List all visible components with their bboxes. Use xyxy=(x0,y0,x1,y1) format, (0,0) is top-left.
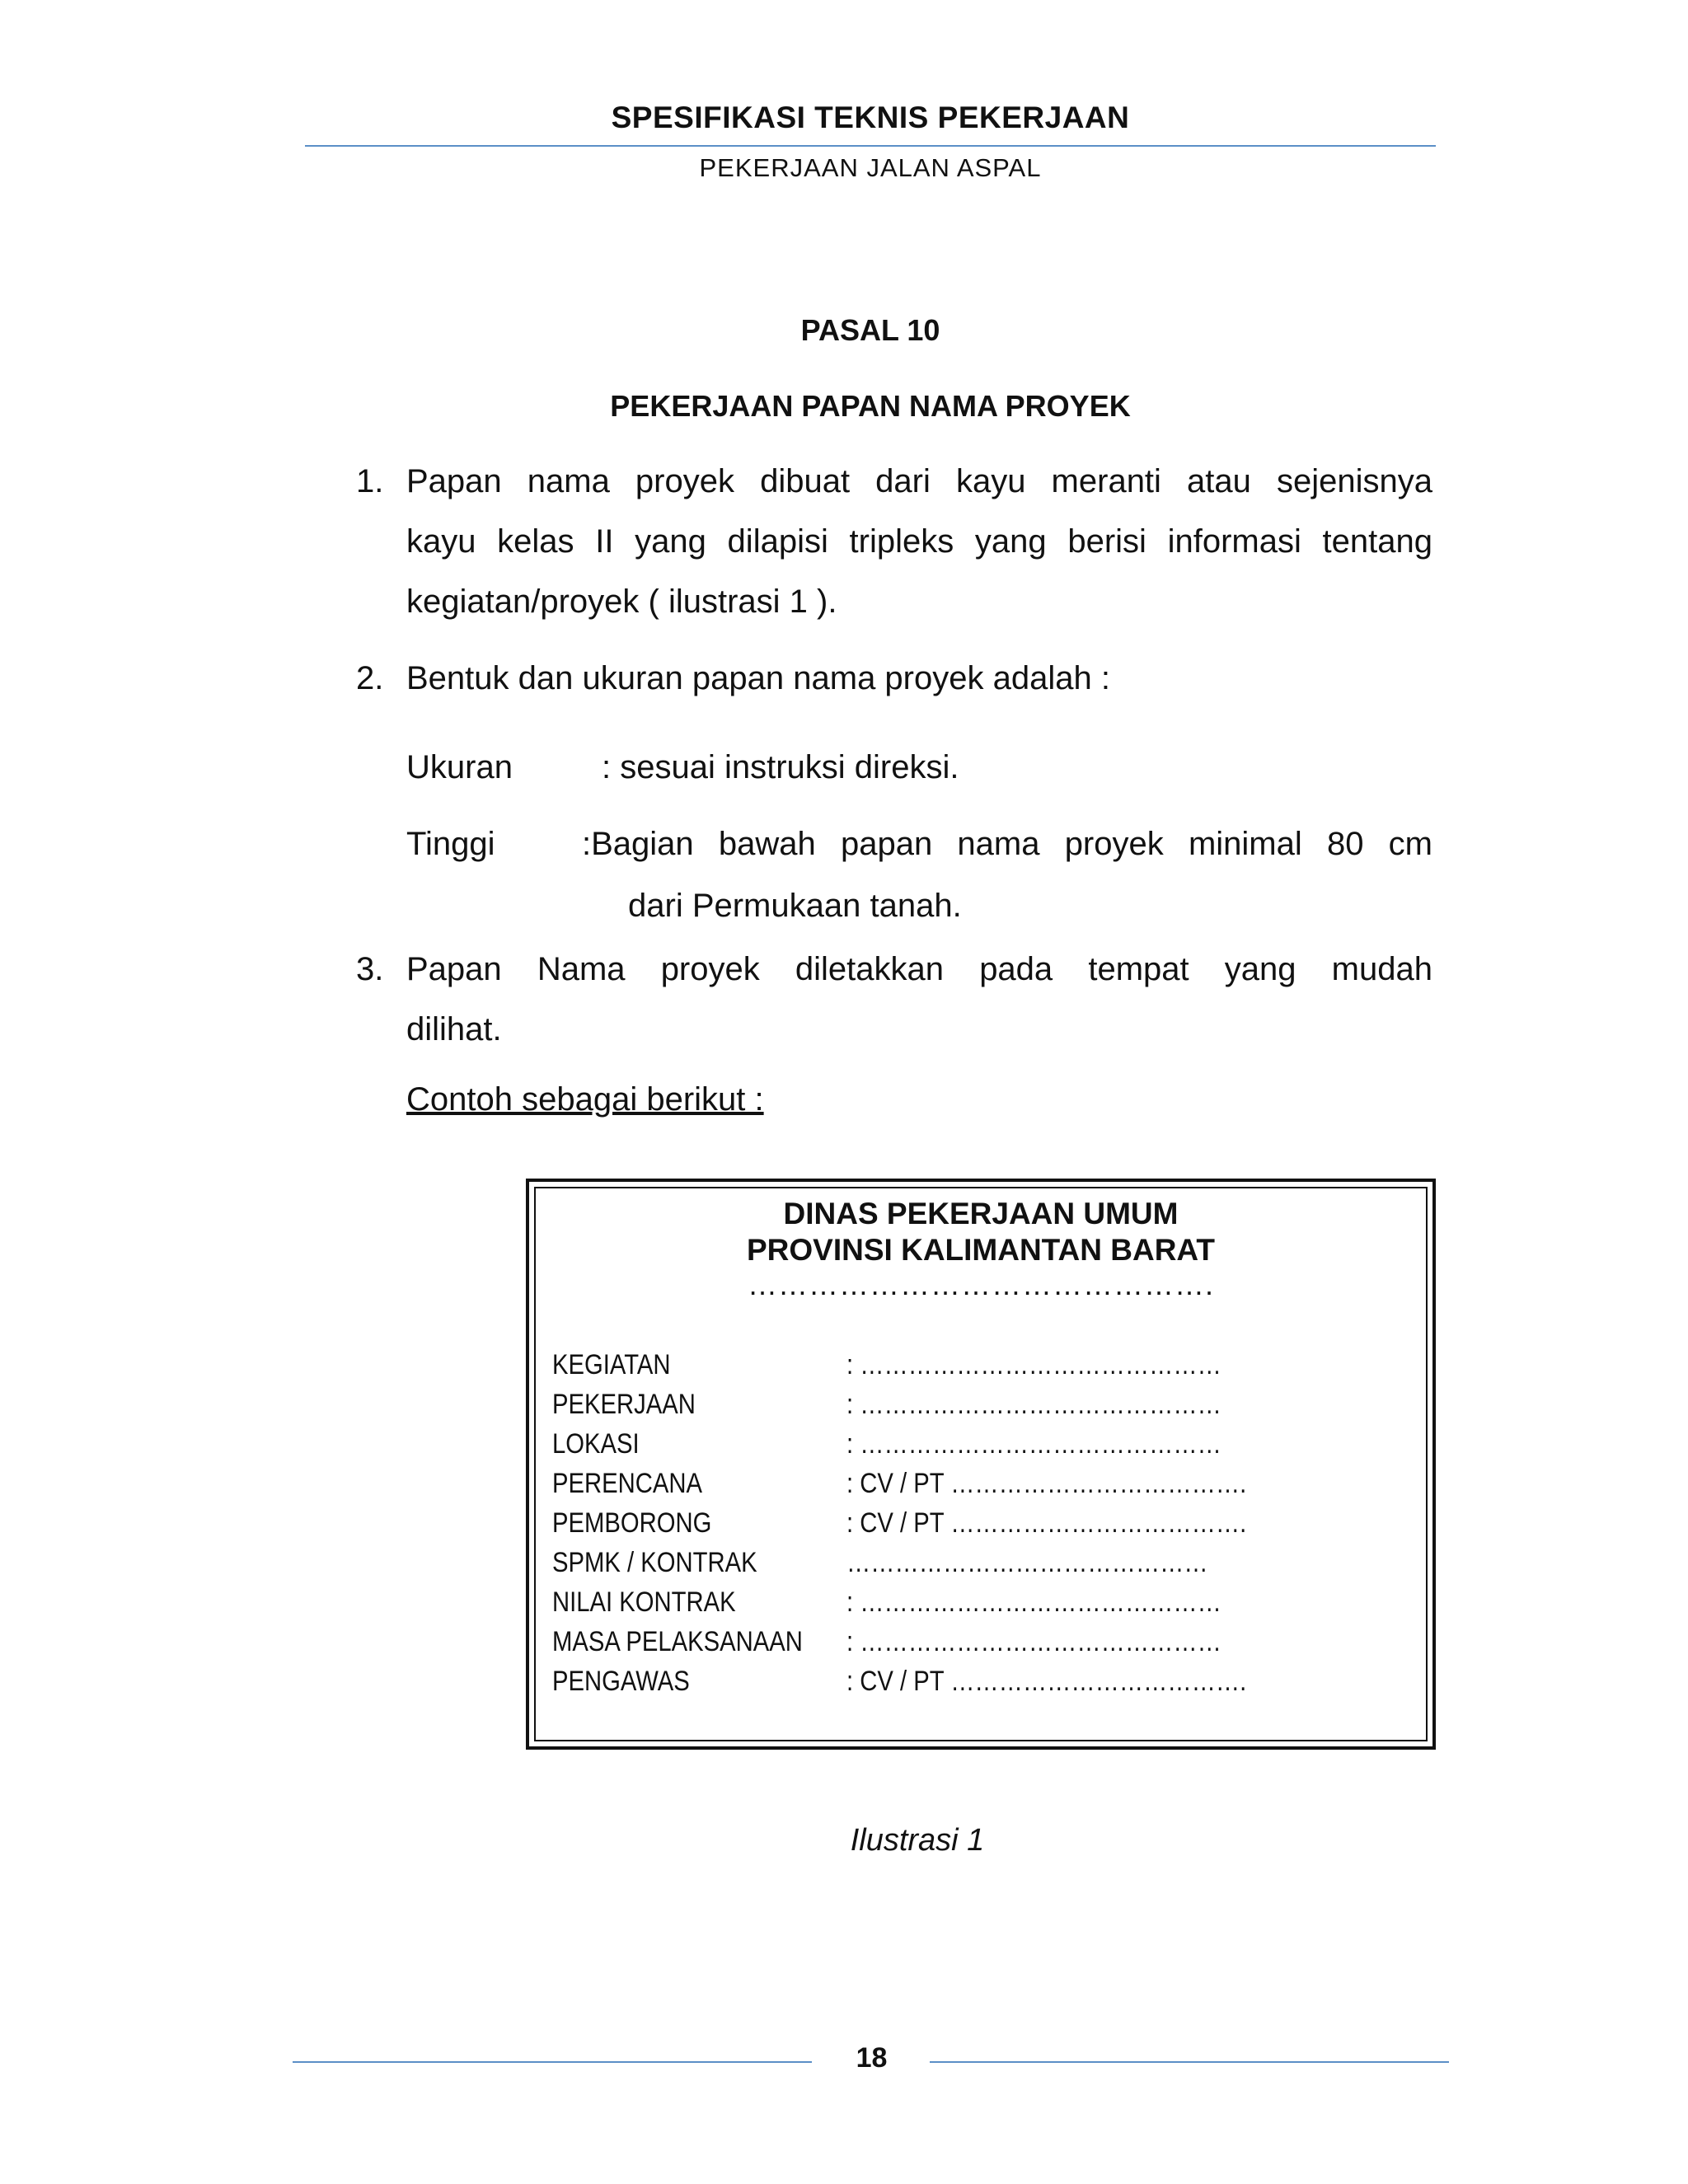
spec-tinggi-value-2: dari Permukaan tanah. xyxy=(628,888,962,924)
board-row-value: : ……………………………………… xyxy=(846,1586,1221,1618)
board-row-label: MASA PELAKSANAAN xyxy=(552,1626,803,1657)
board-title-1: DINAS PEKERJAAN UMUM xyxy=(783,1197,1179,1230)
board-row-value: ……………………………………… xyxy=(846,1547,1208,1578)
header-rule xyxy=(305,145,1436,147)
document-header-title: SPESIFIKASI TEKNIS PEKERJAAN xyxy=(611,101,1130,134)
example-label: Contoh sebagai berikut : xyxy=(406,1081,764,1118)
board-title-dots: ………………………………………. xyxy=(747,1268,1214,1301)
item-2-line-1: Bentuk dan ukuran papan nama proyek adalah : xyxy=(406,660,1110,696)
board-row-label: PEKERJAAN xyxy=(552,1389,696,1420)
footer-rule-right xyxy=(930,2061,1449,2063)
board-row-label: KEGIATAN xyxy=(552,1349,671,1380)
item-2-number: 2. xyxy=(356,660,384,696)
page-number: 18 xyxy=(856,2042,888,2074)
board-row-value: : CV / PT ………………………………. xyxy=(846,1666,1247,1697)
item-3-line-1: Papan Nama proyek diletakkan pada tempat yang mudah xyxy=(406,951,1432,987)
board-row-value: : ……………………………………… xyxy=(846,1428,1221,1460)
board-row-value: : CV / PT ………………………………. xyxy=(846,1468,1247,1499)
item-3-number: 3. xyxy=(356,951,384,987)
item-1-line-1: Papan nama proyek dibuat dari kayu meranti atau sejenisnya xyxy=(406,463,1432,499)
board-title-2: PROVINSI KALIMANTAN BARAT xyxy=(747,1233,1215,1267)
item-1-number: 1. xyxy=(356,463,384,499)
spec-ukuran-label: Ukuran xyxy=(406,749,513,785)
item-1-line-2: kayu kelas II yang dilapisi tripleks yang berisi informasi tentang xyxy=(406,523,1432,560)
board-row-label: NILAI KONTRAK xyxy=(552,1586,736,1618)
spec-tinggi-value-1: :Bagian bawah papan nama proyek minimal 80 cm xyxy=(582,826,1432,862)
board-row-label: PENGAWAS xyxy=(552,1666,690,1697)
item-1-line-3: kegiatan/proyek ( ilustrasi 1 ). xyxy=(406,583,837,620)
board-row-label: PEMBORONG xyxy=(552,1507,712,1539)
spec-tinggi-label: Tinggi xyxy=(406,826,495,862)
item-3-line-2: dilihat. xyxy=(406,1011,502,1047)
spec-ukuran-value: : sesuai instruksi direksi. xyxy=(602,749,959,785)
figure-caption: Ilustrasi 1 xyxy=(850,1823,985,1858)
board-row-label: SPMK / KONTRAK xyxy=(552,1547,757,1578)
board-row-value: : CV / PT ………………………………. xyxy=(846,1507,1247,1539)
board-row-value: : ……………………………………… xyxy=(846,1389,1221,1420)
board-row-value: : ……………………………………… xyxy=(846,1349,1221,1380)
board-row-value: : ……………………………………… xyxy=(846,1626,1221,1657)
board-row-label: LOKASI xyxy=(552,1428,640,1460)
board-row-label: PERENCANA xyxy=(552,1468,702,1499)
section-number: PASAL 10 xyxy=(800,313,940,347)
document-header-subtitle: PEKERJAAN JALAN ASPAL xyxy=(699,153,1042,182)
footer-rule-left xyxy=(293,2061,812,2063)
section-title: PEKERJAAN PAPAN NAMA PROYEK xyxy=(610,389,1131,423)
